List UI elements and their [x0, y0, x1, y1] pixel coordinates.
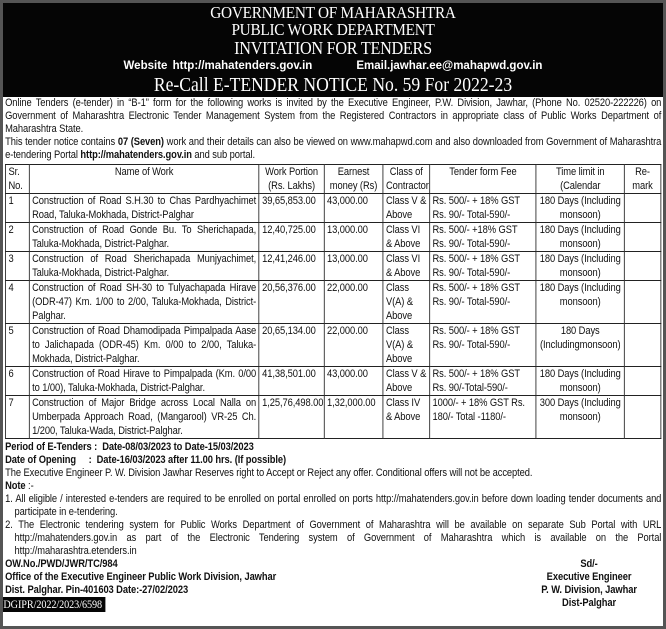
text: This tender notice contains — [5, 136, 118, 148]
work-portion: 39,65,853.00 — [259, 194, 324, 223]
office-footer — [5, 558, 661, 612]
time-limit: 180 Days (Including monsoon) — [536, 281, 624, 324]
column-header: Class of Contractor — [383, 165, 430, 194]
website-link[interactable]: Website http://mahatenders.gov.in — [123, 60, 313, 72]
time-limit: 180 Days (Including monsoon) — [536, 194, 624, 223]
remark — [624, 252, 661, 281]
table-row — [6, 324, 661, 367]
district-date: Dist. Palghar. Pin-401603 Date:-27/02/2023 — [5, 584, 189, 596]
note-2: 2. The Electronic tendering system for Public Works Department of Government of Maharashtra will be available on separate Sub Portal with URL http://mahatenders.gov.in as part of the Electronic Tendering system of Government of Maharashtra which is available on the Portal http://maharashtra.etenders.in — [5, 519, 662, 557]
work-name: Construction of Road SH-30 to Tulyachapada Hirave (ODR-47) Km. 1/00 to 2/00, Taluka-Mokhada, District-Palghar. — [29, 281, 259, 324]
remark — [624, 367, 661, 396]
work-name: Construction of Road S.H.30 to Chas Pardhyachimet Road, Taluka-Mokhada, District-Palghar — [29, 194, 259, 223]
table-header-row — [6, 165, 661, 194]
column-header: Time limit in (Calendar — [536, 165, 624, 194]
note-label: Note — [5, 480, 26, 492]
contractor-class: Class V & Above — [383, 194, 430, 223]
work-name: Construction of Road Gonde Bu. To Sherichapada, Taluka-Mokhada, District-Palghar. — [29, 223, 259, 252]
notice-number: Re-Call E-TENDER NOTICE No. 59 For 2022-23 — [153, 74, 513, 96]
time-limit: 180 Days (Includingmonsoon) — [536, 324, 624, 367]
office-address: Office of the Executive Engineer Public Work Division, Jawhar — [5, 571, 277, 583]
text: work and their details can also be viewed on www.mahapwd.com and also downloaded from Government of Maharashtra e-tendering Portal — [5, 136, 662, 161]
note-1: 1. All eligible / interested e-tenders are required to be enrolled on portal enrolled on ports http://mahatenders.gov.in before down loading tender documents and participate in e-tendering. — [5, 493, 662, 518]
reserve-statement: The Executive Engineer P. W. Division Jawhar Reserves right to Accept or Reject any offer. Conditional offers will not be accepted. — [5, 467, 533, 479]
contractor-class: Class IV & Above — [383, 396, 430, 439]
contractor-class: Class V(A) & Above — [383, 281, 430, 324]
signature-block — [525, 558, 661, 610]
serial-number: 3 — [6, 252, 30, 281]
tender-fee: Rs. 500/- + 18% GST Rs. 90/- Total-590/- — [430, 252, 537, 281]
tender-fee: Rs. 500/- + 18% GST Rs. 90/- Total-590/- — [430, 281, 537, 324]
portal-link[interactable]: http://mahatenders.gov.in — [80, 149, 192, 161]
email-link[interactable]: Email.jawhar.ee@mahapwd.gov.in — [356, 60, 543, 72]
note-suffix: :- — [25, 480, 34, 492]
table-row — [6, 367, 661, 396]
notice-body — [0, 97, 666, 612]
intro-paragraph-2 — [5, 136, 661, 162]
remark — [624, 396, 661, 439]
work-portion: 1,25,76,498.00 — [259, 396, 324, 439]
signatory-title: Executive Engineer — [546, 571, 632, 583]
tender-fee: Rs. 500/- + 18% GST Rs. 90/- Total-590/- — [430, 194, 537, 223]
govt-title: GOVERNMENT OF MAHARASHTRA — [210, 3, 456, 22]
signatory-district: Dist-Palghar — [562, 597, 617, 609]
intro-paragraph: Online Tenders (e-tender) in “B-1” form for the following works is invited by the Executive Engineer, P.W. Division, Jawhar, (Phone No. 02520-222226) on Government of Maharashtra Electronic Tender Management System from the Registered Contractors in appropriate class of Public Works Department of Maharashtra State. — [5, 97, 662, 135]
table-row — [6, 194, 661, 223]
note-heading — [5, 480, 661, 493]
work-name: Construction of Road Hirave to Pimpalpada (Km. 0/00 to 1/00), Taluka-Mokhada, District-Palghar. — [29, 367, 259, 396]
tender-fee: Rs. 500/- +18% GST Rs. 90/- Total-590/- — [430, 223, 537, 252]
work-count: 07 (Seven) — [117, 136, 164, 148]
contractor-class: Class V(A) & Above — [383, 324, 430, 367]
remark — [624, 223, 661, 252]
earnest-money: 43,000.00 — [324, 367, 383, 396]
column-header: Sr. No. — [6, 165, 30, 194]
table-row — [6, 223, 661, 252]
tender-fee: Rs. 500/- + 18% GST Rs. 90/- Total-590/- — [430, 324, 537, 367]
serial-number: 6 — [6, 367, 30, 396]
work-portion: 12,40,725.00 — [259, 223, 324, 252]
remark — [624, 281, 661, 324]
time-limit: 300 Days (Including monsoon) — [536, 396, 624, 439]
serial-number: 5 — [6, 324, 30, 367]
serial-number: 4 — [6, 281, 30, 324]
table-row — [6, 396, 661, 439]
earnest-money: 1,32,000.00 — [324, 396, 383, 439]
column-header: Tender form Fee — [430, 165, 537, 194]
tender-fee: 1000/- + 18% GST Rs. 180/- Total -1180/- — [430, 396, 537, 439]
dgipr-code: DGIPR/2022/2023/6598 — [0, 597, 105, 612]
text: and sub portal. — [191, 149, 255, 161]
opening-date: Date of Opening : Date-16/03/2023 after 11.00 hrs. (If possible) — [5, 454, 287, 466]
work-name: Construction of Major Bridge across Local Nalla on Umberpada Approach Road, (Mangarool) VR-25 Ch. 1/200, Taluka-Wada, District-Palghar. — [29, 396, 259, 439]
remark — [624, 194, 661, 223]
remark — [624, 324, 661, 367]
earnest-money: 13,000.00 — [324, 223, 383, 252]
time-limit: 180 Days (Including monsoon) — [536, 252, 624, 281]
contact-line — [0, 59, 666, 73]
time-limit: 180 Days (Including monsoon) — [536, 223, 624, 252]
work-portion: 20,56,376.00 — [259, 281, 324, 324]
invitation-title: INVITATION FOR TENDERS — [234, 38, 432, 58]
column-header: Re-mark — [624, 165, 661, 194]
sd-mark: Sd/- — [580, 558, 598, 570]
department-title: PUBLIC WORK DEPARTMENT — [231, 20, 435, 39]
tender-fee: Rs. 500/- + 18% GST Rs. 90/-Total-590/- — [430, 367, 537, 396]
earnest-money: 13,000.00 — [324, 252, 383, 281]
earnest-money: 43,000.00 — [324, 194, 383, 223]
table-row — [6, 281, 661, 324]
notice-header — [0, 0, 666, 97]
work-name: Construction of Road Dhamodipada Pimpalpada Aase to Jalichapada (ODR-45) Km. 0/00 to 2/00, Taluka-Mokhada, District-Palghar. — [29, 324, 259, 367]
serial-number: 7 — [6, 396, 30, 439]
works-table — [5, 164, 661, 439]
column-header: Name of Work — [29, 165, 259, 194]
signatory-division: P. W. Division, Jawhar — [541, 584, 637, 596]
work-portion: 12,41,246.00 — [259, 252, 324, 281]
column-header: Work Portion (Rs. Lakhs) — [259, 165, 324, 194]
time-limit: 180 Days (Including monsoon) — [536, 367, 624, 396]
work-portion: 20,65,134.00 — [259, 324, 324, 367]
column-header: Earnest money (Rs) — [324, 165, 383, 194]
contractor-class: Class VI & Above — [383, 223, 430, 252]
earnest-money: 22,000.00 — [324, 324, 383, 367]
earnest-money: 22,000.00 — [324, 281, 383, 324]
serial-number: 2 — [6, 223, 30, 252]
tender-period: Period of E-Tenders : Date-08/03/2023 to Date-15/03/2023 — [5, 441, 254, 453]
work-name: Construction of Road Sherichapada Munjyachimet, Taluka-Mokhada, District-Palghar. — [29, 252, 259, 281]
work-portion: 41,38,501.00 — [259, 367, 324, 396]
outward-number: OW.No./PWD/JWR/TC/984 — [5, 558, 118, 570]
serial-number: 1 — [6, 194, 30, 223]
table-row — [6, 252, 661, 281]
contractor-class: Class VI & Above — [383, 252, 430, 281]
contractor-class: Class V & Above — [383, 367, 430, 396]
office-block — [5, 558, 276, 612]
